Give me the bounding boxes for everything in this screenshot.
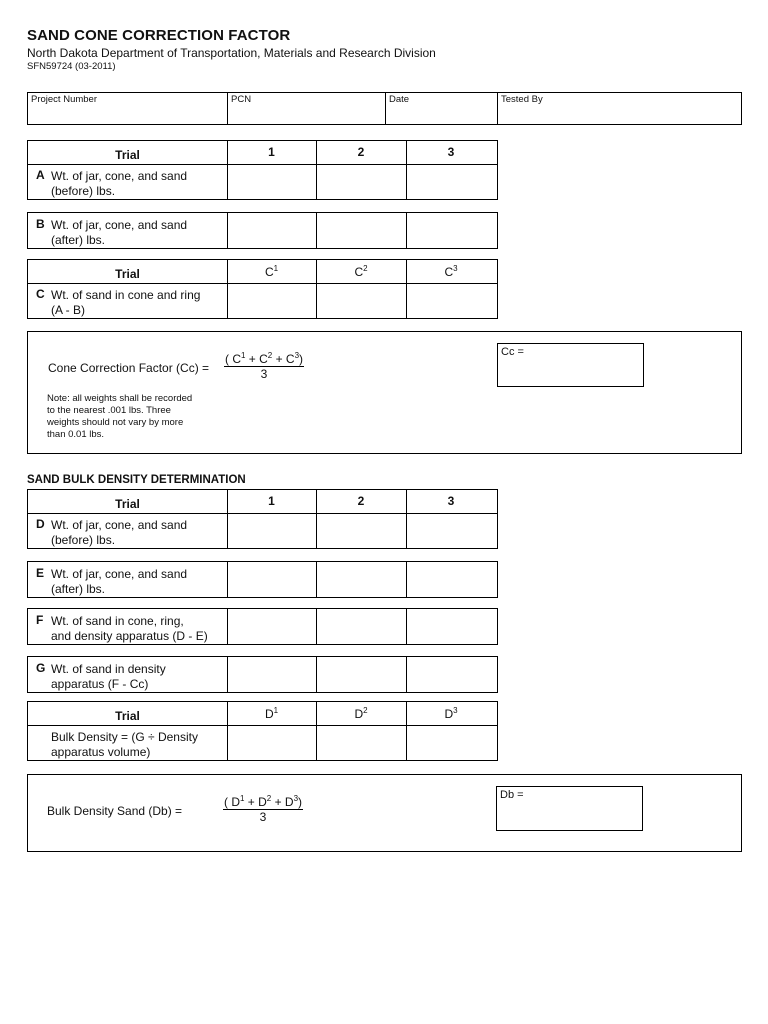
row-f-label: Wt. of sand in cone, ring, and density apparatus (D - E)	[51, 614, 208, 643]
row-f-letter: F	[36, 613, 44, 627]
correction-table-ab	[27, 140, 498, 200]
row-b	[27, 212, 498, 249]
row-d-label: Wt. of jar, cone, and sand (before) lbs.	[51, 518, 188, 547]
pcn-field[interactable]	[228, 93, 386, 124]
row-a-label: Wt. of jar, cone, and sand (before) lbs.	[51, 169, 188, 198]
bulk-density-box	[27, 774, 742, 852]
db-formula: $\frac{( D^1 + D^2 + D^3)}{3}$	[224, 794, 303, 824]
row-e-label: Wt. of jar, cone, and sand (after) lbs.	[51, 567, 188, 596]
cc-formula-label: Cone Correction Factor (Cc) =	[48, 361, 210, 375]
bulk-density-row	[27, 701, 498, 761]
bulk-section-title: SAND BULK DENSITY DETERMINATION	[27, 474, 246, 486]
info-row	[27, 92, 742, 125]
row-e	[27, 561, 498, 598]
trial-2: 2	[357, 145, 365, 159]
cc-result-field[interactable]	[497, 343, 644, 387]
bulk-trial-3: 3	[447, 494, 455, 508]
tested-by-field[interactable]	[498, 93, 740, 124]
trial-1: 1	[268, 145, 275, 159]
d1-header: $D^1$	[264, 706, 279, 721]
db-result-field[interactable]	[496, 786, 643, 831]
bulk-trial-header-d: Trial	[115, 709, 140, 723]
cone-correction-box	[27, 331, 742, 454]
db-formula-label: Bulk Density Sand (Db) =	[47, 804, 183, 818]
row-c	[27, 259, 498, 319]
weights-note: Note: all weights shall be recorded to the nearest .001 lbs. Three weights should not vary by more than 0.01 lbs.	[47, 393, 193, 440]
bulk-density-label: Bulk Density = (G ÷ Density apparatus volume)	[51, 730, 198, 759]
d2-header: $D^2$	[354, 706, 368, 721]
cc-result-label: Cc =	[501, 346, 524, 358]
pcn-label: PCN	[231, 94, 252, 105]
tested-by-label: Tested By	[501, 94, 543, 105]
row-a-letter: A	[36, 168, 45, 182]
date-field[interactable]	[386, 93, 498, 124]
form-subtitle: North Dakota Department of Transportation, Materials and Research Division	[27, 46, 436, 60]
trial-header: Trial	[115, 148, 140, 162]
cc-formula: $\frac{( C^1 + C^2 + C^3)}{3}$	[225, 351, 304, 381]
row-f	[27, 608, 498, 645]
project-number-label: Project Number	[31, 94, 97, 105]
db-result-label: Db =	[500, 789, 524, 801]
row-b-label: Wt. of jar, cone, and sand (after) lbs.	[51, 218, 188, 247]
date-label: Date	[389, 94, 410, 105]
bulk-trial-1: 1	[268, 494, 275, 508]
row-c-label: Wt. of sand in cone and ring (A - B)	[51, 288, 201, 317]
bulk-table-d	[27, 489, 498, 549]
row-d-letter: D	[36, 517, 45, 531]
c2-header: $C^2$	[354, 264, 368, 279]
d3-header: $D^3$	[444, 706, 458, 721]
row-g	[27, 656, 498, 693]
form-title: SAND CONE CORRECTION FACTOR	[27, 27, 291, 44]
row-g-label: Wt. of sand in density apparatus (F - Cc)	[51, 662, 166, 691]
trial-3: 3	[447, 145, 455, 159]
row-b-letter: B	[36, 217, 45, 231]
row-g-letter: G	[36, 661, 46, 675]
project-number-field[interactable]	[28, 93, 228, 124]
bulk-trial-2: 2	[357, 494, 365, 508]
form-number: SFN59724 (03-2011)	[27, 61, 116, 72]
bulk-trial-header: Trial	[115, 497, 140, 511]
trial-header-c: Trial	[115, 267, 140, 281]
row-e-letter: E	[36, 566, 45, 580]
c3-header: $C^3$	[444, 264, 458, 279]
row-c-letter: C	[36, 287, 45, 301]
c1-header: $C^1$	[264, 264, 279, 279]
